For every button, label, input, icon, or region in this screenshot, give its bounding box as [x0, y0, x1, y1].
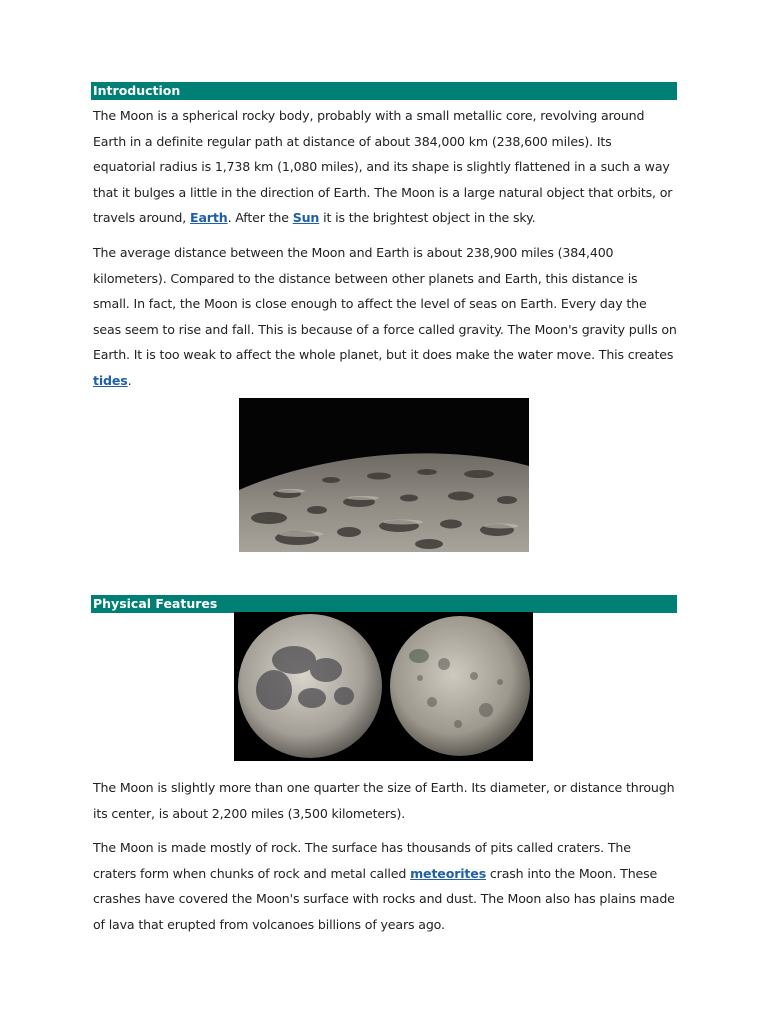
earth-link[interactable]: Earth [190, 210, 228, 226]
paragraph-moon-description [93, 103, 677, 231]
paragraph-moon-surface [93, 835, 677, 937]
paragraph-text: The average distance between the Moon and Earth is about 238,900 miles (384,400 kilometers). Compared to the distance between other planets and Earth, this distance is small. In fact, the Moon is close enough to affect the level of seas on Earth. Every day the seas seem to rise and fall. This is because of a force called gravity. The Moon's gravity pulls on Earth. It is too weak to affect the whole planet, but it does make the water move. This creates [93, 245, 677, 363]
paragraph-text: The Moon is made mostly of rock. The surface has thousands of pits called craters. The craters form when chunks of rock and metal called [93, 840, 631, 881]
tides-link[interactable]: tides [93, 372, 128, 388]
paragraph-text: The Moon is a spherical rocky body, probably with a small metallic core, revolving around Earth in a definite regular path at distance of about 384,000 km (238,600 miles). Its equatorial radius is 1,738 km (1,080 miles), and its shape is slightly flattened in a such a way that it bulges a little in the direction of Earth. The Moon is a large natural object that orbits, or travels around, [93, 108, 673, 226]
paragraph-moon-distance [93, 240, 677, 394]
sun-link[interactable]: Sun [292, 210, 320, 226]
paragraph-text: . After the [227, 210, 293, 226]
paragraph-text: crash into the Moon. These crashes have covered the Moon's surface with rocks and dust. The Moon also has plains made of lava that erupted from volcanoes billions of years ago. [93, 865, 675, 932]
lunar-surface-image [239, 398, 529, 552]
meteorites-link[interactable]: meteorites [410, 865, 487, 881]
moon-near-far-side-image [234, 612, 533, 761]
section-header-introduction: Introduction [91, 82, 677, 100]
paragraph-moon-size [93, 775, 677, 826]
lunar-surface-illustration [239, 398, 529, 552]
paragraph-text: . [127, 372, 132, 388]
paragraph-text: The Moon is slightly more than one quarter the size of Earth. Its diameter, or distance through its center, is about 2,200 miles (3,500 kilometers). [93, 780, 675, 821]
moon-spheres-illustration [234, 612, 533, 761]
section-header-physical-features: Physical Features [91, 595, 677, 613]
paragraph-text: it is the brightest object in the sky. [319, 210, 536, 226]
